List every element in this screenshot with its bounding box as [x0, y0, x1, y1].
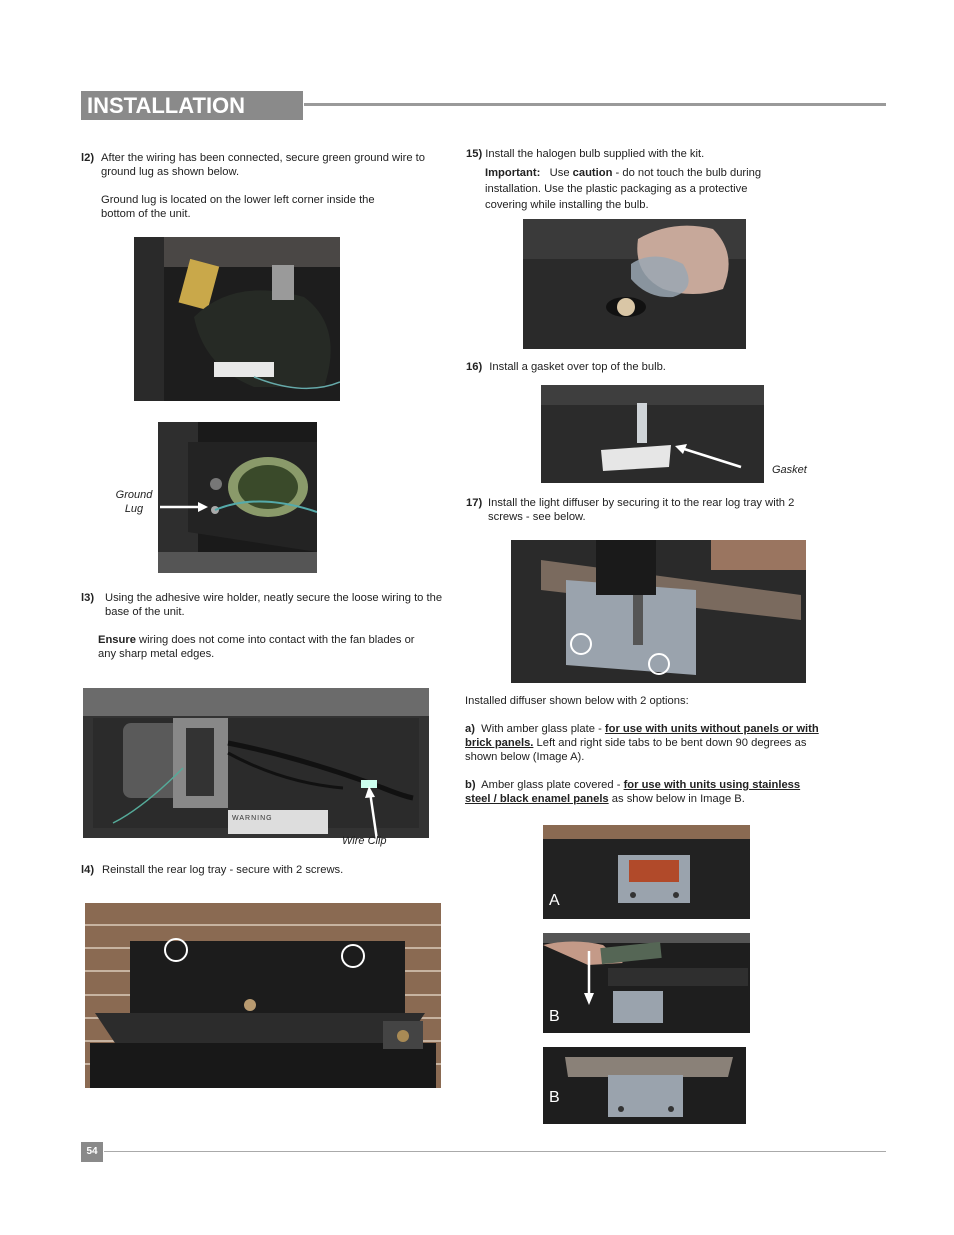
- photo-option-a: [543, 825, 750, 919]
- footer-rule: [104, 1151, 886, 1152]
- photo-halogen-bulb: [523, 219, 746, 349]
- step-number: 17): [466, 497, 483, 509]
- ensure-bold: Ensure: [98, 634, 136, 646]
- wire-clip-caption: Wire Clip: [342, 835, 387, 847]
- option-a: [465, 722, 825, 764]
- image-label-b2: B: [549, 1089, 560, 1106]
- option-b-link: for use with units using stainless steel / black enamel panels: [465, 779, 801, 805]
- gasket-caption: Gasket: [772, 464, 807, 476]
- step-text: Install the halogen bulb supplied with the kit.: [485, 148, 705, 160]
- step-number: l4): [81, 864, 95, 876]
- ground-lug-caption: Ground Lug: [115, 489, 153, 515]
- step-15: [466, 147, 886, 161]
- step-17: [466, 496, 886, 523]
- caution-bold: caution: [572, 167, 613, 179]
- step-text: Install the light diffuser by securing it to the rear log tray with 2 screws - see below.: [488, 497, 795, 523]
- section-title: INSTALLATION: [81, 91, 303, 120]
- step-text: Using the adhesive wire holder, neatly secure the loose wiring to the base of the unit.: [105, 592, 443, 618]
- step-number: l3): [81, 592, 95, 604]
- ensure-text: wiring does not come into contact with the fan blades or any sharp metal edges.: [98, 634, 415, 660]
- option-a-link: for use with units without panels or with brick panels.: [465, 723, 819, 749]
- important-text: - do not touch the bulb during installation. Use the plastic packaging as a protective covering while installing the bulb.: [485, 167, 762, 211]
- step-text: After the wiring has been connected, secure green ground wire to ground lug as shown below.: [101, 152, 426, 178]
- photo-light-diffuser: [511, 540, 806, 683]
- step-14: [81, 863, 446, 877]
- option-b-label: b): [465, 779, 476, 791]
- page-number: 54: [81, 1142, 103, 1162]
- step-12-note: Ground lug is located on the lower left corner inside the bottom of the unit.: [101, 194, 375, 220]
- option-a-rest: Left and right side tabs to be bent down 90 degrees as shown below (Image A).: [465, 737, 807, 763]
- option-b: [465, 778, 825, 806]
- photo-option-b-cover: [543, 933, 750, 1033]
- step-text: Reinstall the rear log tray - secure with 2 screws.: [102, 864, 344, 876]
- step-12: [81, 151, 446, 178]
- step-16: [466, 360, 886, 374]
- option-a-label: a): [465, 723, 475, 735]
- important-label: Important:: [485, 167, 541, 179]
- step-text: Install a gasket over top of the bulb.: [489, 361, 666, 373]
- option-b-pre: Amber glass plate covered -: [481, 779, 624, 791]
- header-rule: [304, 103, 886, 106]
- important-pre: Use: [549, 167, 573, 179]
- step-13-ensure: [98, 633, 428, 661]
- step-number: 15): [466, 148, 483, 160]
- option-b-rest: as show below in Image B.: [608, 793, 745, 805]
- step-13: [81, 591, 446, 618]
- photo-option-b-installed: [543, 1047, 746, 1124]
- step-number: l2): [81, 152, 95, 164]
- warning-label: WARNING: [232, 815, 273, 822]
- diffuser-intro: Installed diffuser shown below with 2 options:: [465, 695, 689, 707]
- image-label-b1: B: [549, 1008, 560, 1025]
- image-label-a: A: [549, 892, 560, 909]
- photo-gasket: [541, 385, 764, 483]
- step-number: 16): [466, 361, 483, 373]
- option-a-pre: With amber glass plate -: [481, 723, 605, 735]
- photo-log-tray: [85, 903, 441, 1088]
- photo-ground-wire: [134, 237, 340, 401]
- ground-lug-arrow: [158, 495, 210, 515]
- step-15-important: [485, 165, 785, 213]
